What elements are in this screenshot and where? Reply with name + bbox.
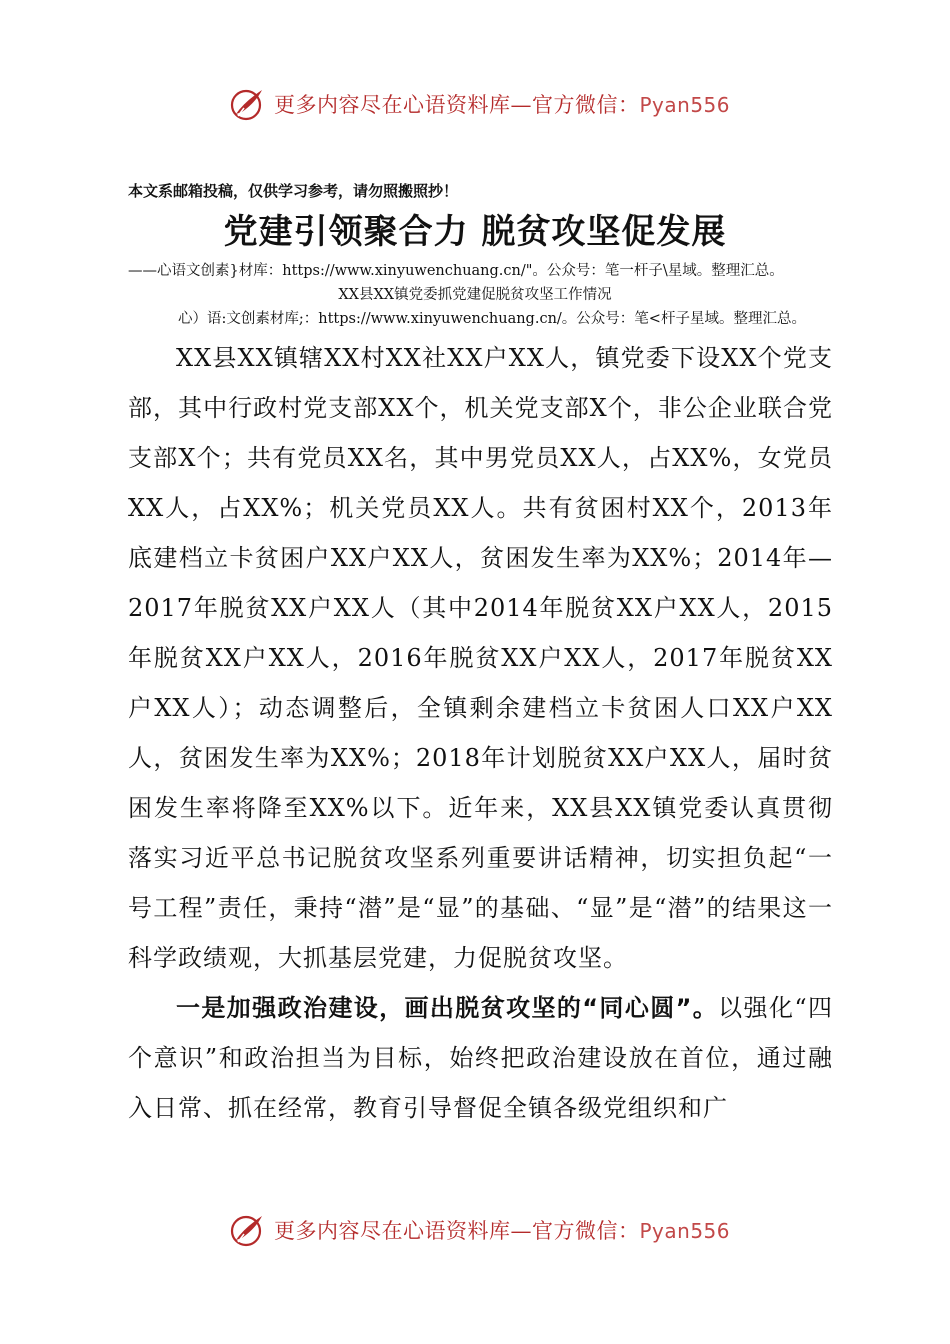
header-banner (228, 82, 748, 126)
copy-notice: 本文系邮箱投稿，仅供学习参考，请勿照搬照抄！ (128, 182, 459, 200)
document-title: 党建引领聚合力 脱贫攻坚促发展 (223, 212, 727, 252)
wechat-id: Pyan556 (639, 93, 731, 117)
banner-text: 更多内容尽在心语资料库—官方微信：Pyan556 (274, 1219, 731, 1243)
document-body (128, 333, 833, 1133)
paragraph-2-text: 以强化“四个意识”和政治担当为目标，始终把政治建设放在首位，通过融入日常、抓在经常，教育引导督促全镇各级党组织和广 (128, 994, 833, 1122)
paragraph-1: XX县XX镇辖XX村XX社XX户XX人，镇党委下设XX个党支部，其中行政村党支部XX个，机关党支部X个，非公企业联合党支部X个；共有党员XX名，其中男党员XX人，占XX%，女党员XX人，占XX%；机关党员XX人。共有贫困村XX个，2013年底建档立卡贫困户XX户XX人，贫困发生率为XX%；2014年—2017年脱贫XX户XX人（其中2014年脱贫XX户XX人，2015年脱贫XX户XX人，2016年脱贫XX户XX人，2017年脱贫XX户XX人）；动态调整后，全镇剩余建档立卡贫困人口XX户XX人，贫困发生率为XX%；2018年计划脱贫XX户XX人，届时贫困发生率将降至XX%以下。近年来，XX县XX镇党委认真贯彻落实习近平总书记脱贫攻坚系列重要讲话精神，切实担负起“一号工程”责任，秉持“潜”是“显”的基础、“显”是“潜”的结果这一科学政绩观，大抓基层党建，力促脱贫攻坚。 (128, 344, 833, 972)
source-line-1: ——心语文创素}材库：https://www.xinyuwenchuang.cn/"。公众号：笔一杆子\星域。整理汇总。 (128, 263, 784, 279)
document-subtitle: XX县XX镇党委抓党建促脱贫攻坚工作情况 (338, 287, 612, 303)
banner-text: 更多内容尽在心语资料库—官方微信：Pyan556 (274, 93, 731, 117)
wechat-id: Pyan556 (639, 1219, 731, 1243)
source-line-2: 心）语:文创素材库;：https://www.xinyuwenchuang.cn/。公众号：笔<杆子星域。整理汇总。 (178, 311, 806, 327)
quill-logo-icon (228, 84, 268, 124)
paragraph-2-lead: 一是加强政治建设，画出脱贫攻坚的“同心圆”。 (176, 994, 719, 1022)
paragraph-2 (128, 983, 833, 1133)
footer-banner (228, 1208, 748, 1252)
quill-logo-icon (228, 1210, 268, 1250)
